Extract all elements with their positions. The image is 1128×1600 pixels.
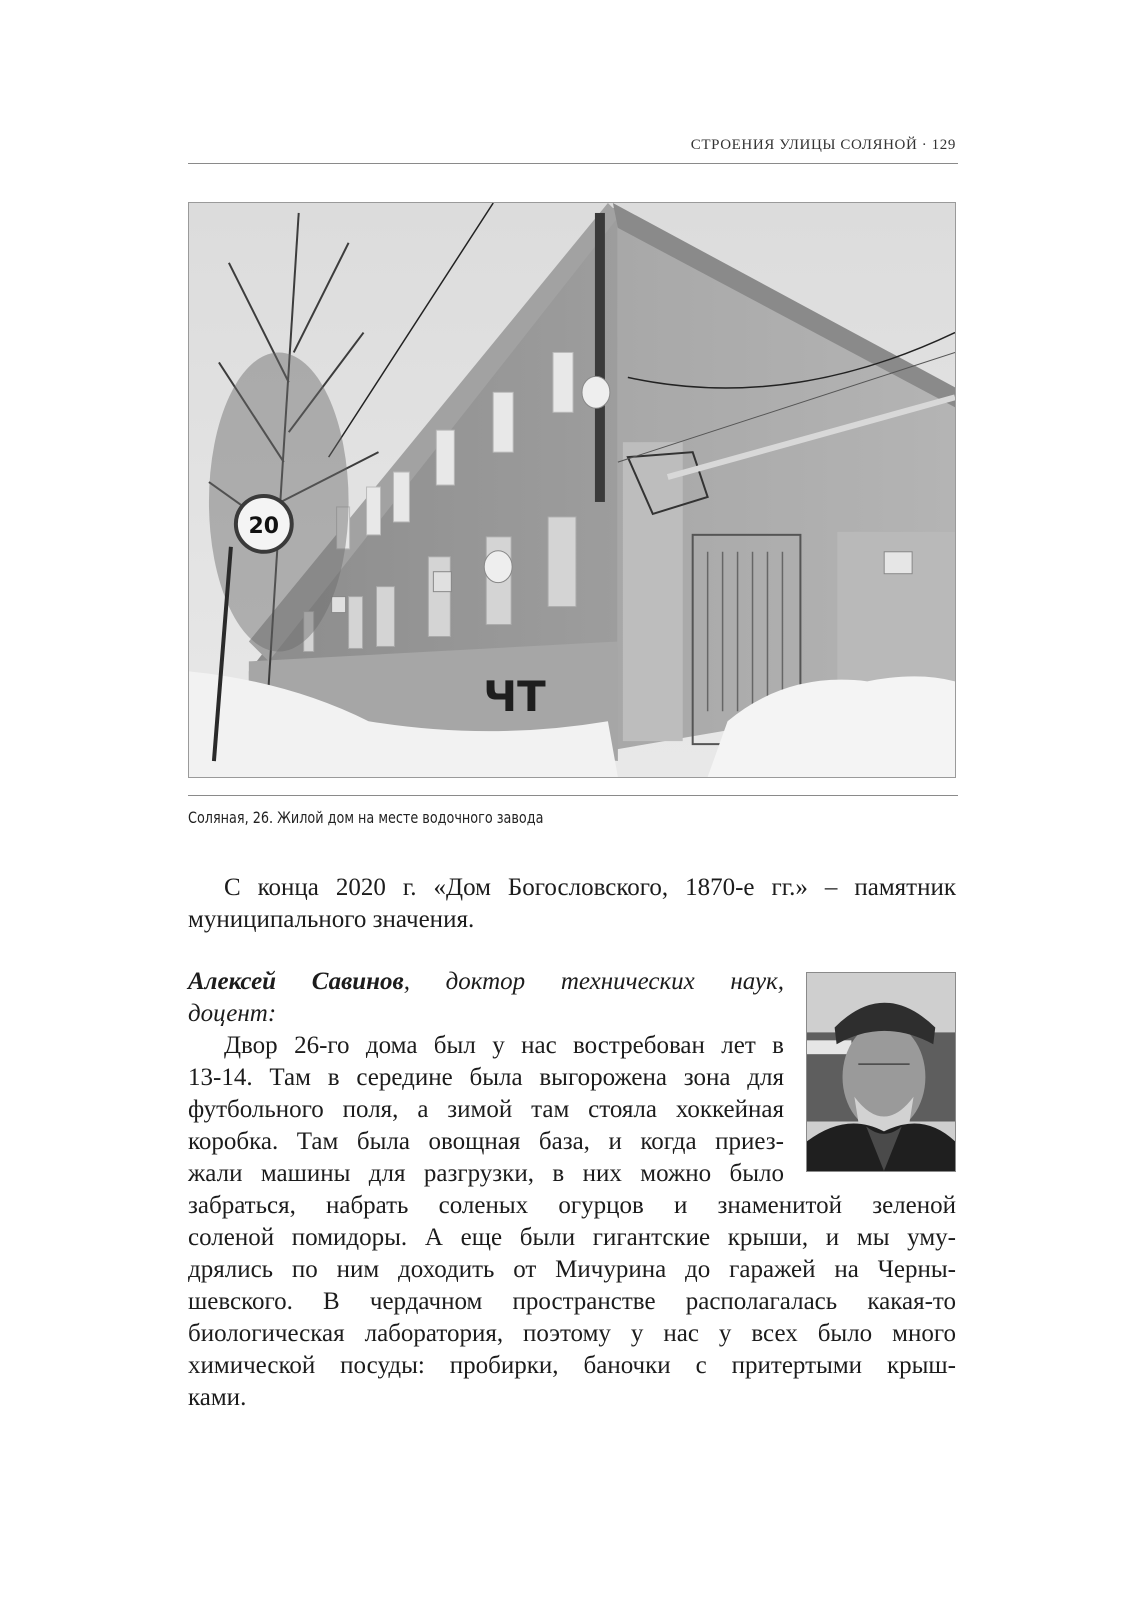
- speed-limit-value: 20: [248, 513, 280, 539]
- paragraph-monument-status: С конца 2020 г. «Дом Богословского, 1870-е гг.» – памятник муниципального значения.: [188, 874, 956, 934]
- quote-line: соленой помидоры. А еще были гигантские крыши, и мы уму-: [188, 1224, 956, 1251]
- author-portrait-illustration: [807, 973, 955, 1171]
- speed-limit-sign: [236, 496, 292, 552]
- quote-line: футбольного поля, а зимой там стояла хоккейная: [188, 1096, 784, 1123]
- figure-caption: Соляная, 26. Жилой дом на месте водочного завода: [188, 808, 544, 827]
- running-head: СТРОЕНИЯ УЛИЦЫ СОЛЯНОЙ · 129: [690, 137, 956, 153]
- header-divider: [188, 163, 958, 164]
- quote-line: шевского. В чердачном пространстве располагалась какая-то: [188, 1288, 956, 1315]
- quote-line: коробка. Там была овощная база, и когда приез-: [188, 1128, 784, 1155]
- building-photo: [188, 202, 956, 778]
- quote-line: биологическая лаборатория, поэтому у нас у всех было много: [188, 1320, 956, 1347]
- quote-line: жали машины для разгрузки, в них можно было: [188, 1160, 784, 1187]
- graffiti: ЧТ: [483, 672, 546, 722]
- quote-line: ками.: [188, 1384, 247, 1411]
- caption-divider: [188, 795, 958, 796]
- author-portrait: [806, 972, 956, 1172]
- quote-attribution: [188, 966, 784, 998]
- quote-line: дрялись по ним доходить от Мичурина до гаражей на Черны-: [188, 1256, 956, 1283]
- author-name: Алексей Савинов: [188, 968, 404, 995]
- author-credentials-continued: доцент:: [188, 1000, 277, 1027]
- author-credentials: , доктор технических наук,: [403, 968, 785, 995]
- quote-line: забраться, набрать соленых огурцов и знаменитой зеленой: [188, 1192, 956, 1219]
- quote-line: 13-14. Там в середине была выгорожена зона для: [188, 1064, 784, 1091]
- quote-line: химической посуды: пробирки, баночки с притертыми крыш-: [188, 1352, 956, 1379]
- quote-line: Двор 26-го дома был у нас востребован лет в: [224, 1032, 784, 1059]
- building-photo-illustration: [189, 203, 955, 777]
